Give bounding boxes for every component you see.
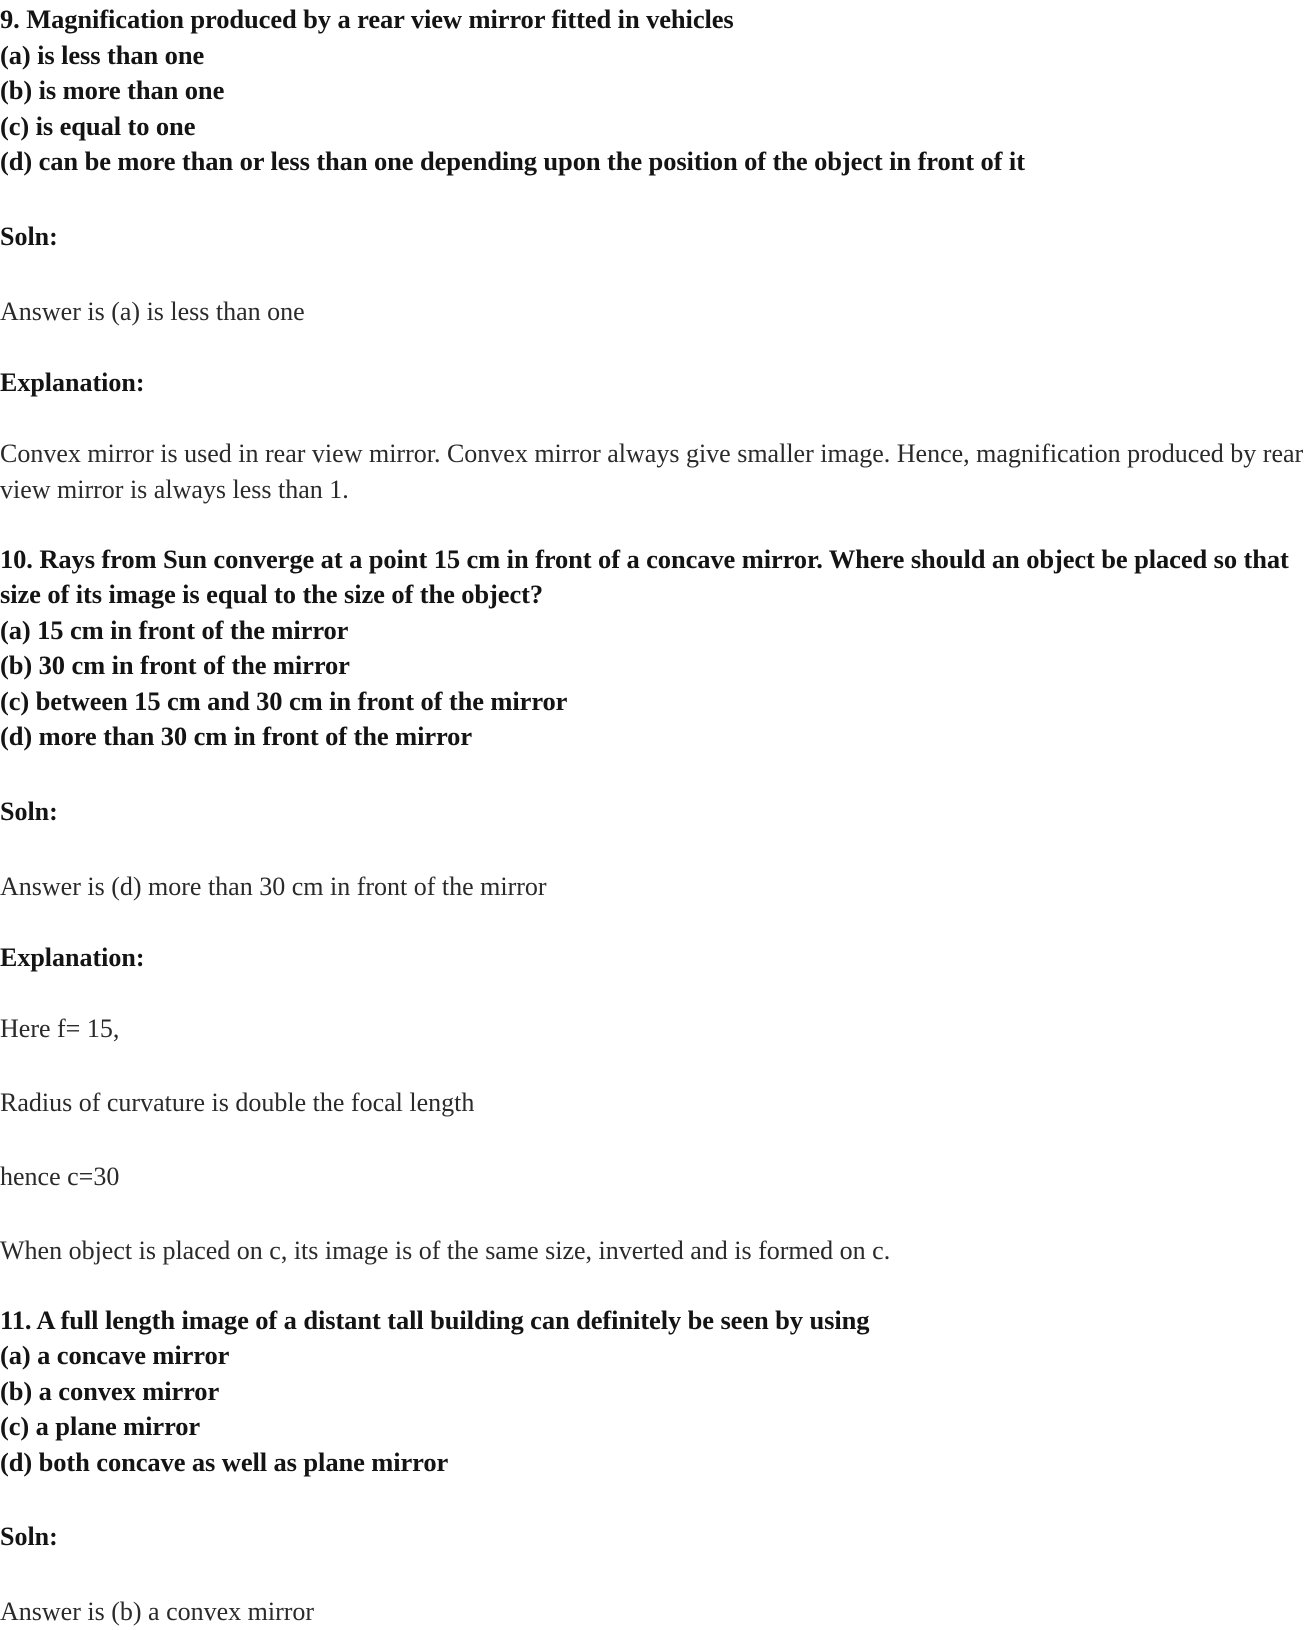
question-block-9 [0,0,1316,508]
spacer [0,330,1316,368]
question-10-soln-heading: Soln: [0,797,1316,827]
question-11-stem: 11. A full length image of a distant tall building can definitely be seen by using [0,1303,1316,1339]
spacer [0,1269,1316,1303]
question-9-option-c[interactable]: (c) is equal to one [0,109,1316,145]
question-10-stem: 10. Rays from Sun converge at a point 15 cm in front of a concave mirror. Where should an object be placed so that size of its image is equal to the size of the object? [0,542,1316,613]
question-9-soln-heading: Soln: [0,222,1316,252]
spacer [0,1195,1316,1233]
question-9-answer: Answer is (a) is less than one [0,294,1316,330]
question-9-explanation-paragraph: Convex mirror is used in rear view mirror. Convex mirror always give smaller image. Hence, magnification produced by rear view mirror is always less than 1. [0,436,1316,508]
spacer [0,1047,1316,1085]
spacer [0,398,1316,436]
spacer [0,508,1316,542]
question-9-option-d[interactable]: (d) can be more than or less than one depending upon the position of the object in front of it [0,144,1316,180]
spacer [0,905,1316,943]
question-9-stem: 9. Magnification produced by a rear view mirror fitted in vehicles [0,0,1316,38]
spacer [0,755,1316,797]
question-11-soln-heading: Soln: [0,1522,1316,1552]
question-11-option-d[interactable]: (d) both concave as well as plane mirror [0,1445,1316,1481]
question-11-option-c[interactable]: (c) a plane mirror [0,1409,1316,1445]
spacer [0,180,1316,222]
question-9-explanation-heading: Explanation: [0,368,1316,398]
question-10-explanation-line-4: When object is placed on c, its image is of the same size, inverted and is formed on c. [0,1233,1316,1269]
spacer [0,252,1316,294]
question-10-explanation-heading: Explanation: [0,943,1316,973]
spacer [0,1121,1316,1159]
spacer [0,1552,1316,1594]
question-11-option-b[interactable]: (b) a convex mirror [0,1374,1316,1410]
spacer [0,1480,1316,1522]
question-11-option-a[interactable]: (a) a concave mirror [0,1338,1316,1374]
question-10-explanation-line-3: hence c=30 [0,1159,1316,1195]
question-10-explanation-line-2: Radius of curvature is double the focal length [0,1085,1316,1121]
question-10-answer: Answer is (d) more than 30 cm in front of the mirror [0,869,1316,905]
question-10-option-a[interactable]: (a) 15 cm in front of the mirror [0,613,1316,649]
question-10-option-d[interactable]: (d) more than 30 cm in front of the mirror [0,719,1316,755]
question-9-option-b[interactable]: (b) is more than one [0,73,1316,109]
question-10-explanation-line-1: Here f= 15, [0,1011,1316,1047]
question-block-11 [0,1303,1316,1630]
spacer [0,827,1316,869]
question-10-option-c[interactable]: (c) between 15 cm and 30 cm in front of the mirror [0,684,1316,720]
question-9-option-a[interactable]: (a) is less than one [0,38,1316,74]
spacer [0,973,1316,1011]
question-block-10 [0,542,1316,1269]
question-11-answer: Answer is (b) a convex mirror [0,1594,1316,1630]
question-10-option-b[interactable]: (b) 30 cm in front of the mirror [0,648,1316,684]
